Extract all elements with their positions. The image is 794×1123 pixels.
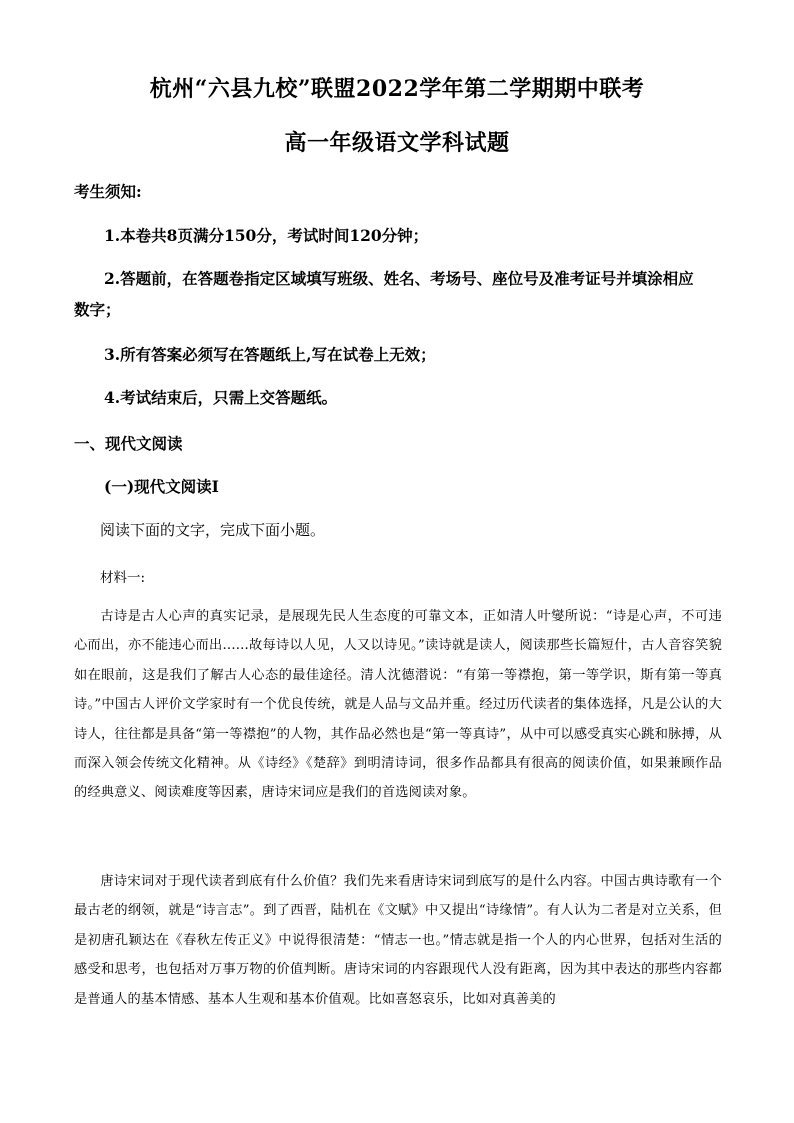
notice-item-4: 4.考试结束后，只需上交答题纸。 — [104, 388, 338, 407]
notice-item-1: 1.本卷共8页满分150分，考试时间120分钟； — [104, 226, 429, 245]
reading-instruction: 阅读下面的文字，完成下面小题。 — [100, 521, 326, 539]
notice-item-2-line-1: 2.答题前，在答题卷指定区域填写班级、姓名、考场号、座位号及准考证号并填涂相应 — [104, 269, 694, 288]
section-heading: 一、现代文阅读 — [74, 434, 183, 453]
notice-heading: 考生须知: — [74, 182, 142, 201]
section-subheading: (一)现代文阅读Ⅰ — [104, 477, 219, 496]
passage-paragraph-2: 唐诗宋词对于现代读者到底有什么价值？我们先来看唐诗宋词到底写的是什么内容。中国古典诗歌有一个最古老的纲领，就是“诗言志”。到了西晋，陆机在《文赋》中又提出“诗缘情”。有人认为二者是对立关系，但是初唐孔颖达在《春秋左传正义》中说得很清楚：“情志一也。”情志就是指一个人的内心世界，包括对生活的感受和思考，也包括对万事万物的价值判断。唐诗宋词的内容跟现代人没有距离，因为其中表达的那些内容都是普通人的基本情感、基本人生观和基本价值观。比如喜怒哀乐，比如对真善美的 — [74, 874, 722, 1007]
passage-paragraph-1: 古诗是古人心声的真实记录，是展现先民人生态度的可靠文本，正如清人叶燮所说：“诗是心声，不可违心而出，亦不能违心而出......故每诗以人见，人又以诗见。”读诗就是读人，阅读那些长篇短什，古人音容笑貌如在眼前，这是我们了解古人心态的最佳途径。清人沈德潜说：“有第一等襟抱，第一等学识，斯有第一等真诗。”中国古人评价文学家时有一个优良传统，就是人品与文品并重。经过历代读者的集体选择，凡是公认的大诗人，往往都是具备“第一等襟抱”的人物，其作品必然也是“第一等真诗”，从中可以感受真实心跳和脉搏，从而深入领会传统文化精神。从《诗经》《楚辞》到明清诗词，很多作品都具有很高的阅读价值，如果兼顾作品的经典意义、阅读难度等因素，唐诗宋词应是我们的首选阅读对象。 — [74, 609, 722, 801]
notice-item-3: 3.所有答案必须写在答题纸上,写在试卷上无效； — [104, 345, 436, 364]
exam-title: 杭州“六县九校”联盟2022学年第二学期期中联考 — [149, 76, 645, 102]
notice-item-2-line-2: 数字； — [74, 300, 121, 319]
exam-subtitle: 高一年级语文学科试题 — [284, 130, 510, 156]
material-label: 材料一: — [100, 570, 146, 586]
